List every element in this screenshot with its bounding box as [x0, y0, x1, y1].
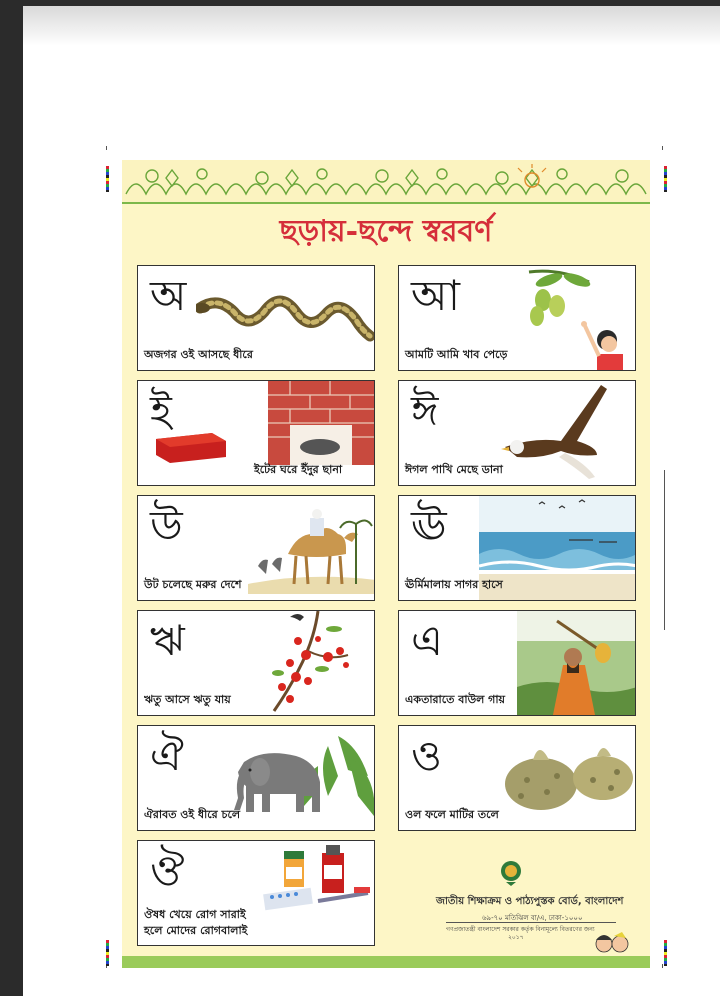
publisher-block	[412, 860, 632, 940]
caption-line-2: হলে মোদের রোগবালাই	[144, 924, 248, 937]
publisher-address: ৬৯-৭০ মতিঝিল বা/এ, ঢাকা-১০০০	[482, 914, 583, 922]
python-illustration	[196, 286, 374, 346]
vowel-letter: এ	[411, 616, 443, 665]
vowel-card-aa	[398, 265, 636, 371]
vowel-caption: ঋতু আসে ঋতু যায়	[144, 693, 231, 706]
yam-illustration	[497, 736, 636, 816]
vowel-card-oi	[137, 725, 375, 831]
children-faces-icon	[592, 930, 632, 954]
divider	[446, 922, 616, 923]
vowel-caption: ঊর্মিমালায় সাগর হাসে	[405, 578, 503, 591]
flowering-branch-illustration	[268, 611, 375, 715]
crop-mark	[662, 146, 666, 150]
vowel-letter: ঔ	[150, 846, 185, 895]
vowel-card-ii	[398, 380, 636, 486]
crop-mark	[106, 146, 110, 150]
vowel-letter: ঐ	[150, 731, 184, 780]
vowel-caption: একতারাতে বাউল গায়	[405, 693, 506, 706]
alphabet-poster	[122, 160, 650, 968]
vowel-letter: ই	[150, 386, 172, 435]
vowel-card-o	[137, 265, 375, 371]
baul-singer-illustration	[517, 611, 636, 715]
mango-girl-illustration	[519, 266, 636, 370]
vowel-letter: ঈ	[411, 386, 439, 435]
registration-mark	[664, 940, 667, 966]
bottom-border	[122, 956, 650, 968]
board-logo-icon	[500, 860, 522, 886]
vowel-letter: ঋ	[150, 616, 185, 665]
vowel-caption: ইটের ঘরে ইঁদুর ছানা	[254, 463, 343, 476]
vowel-letter: আ	[411, 271, 460, 320]
vowel-caption	[144, 907, 247, 939]
vowel-card-o2	[398, 725, 636, 831]
registration-mark	[106, 940, 109, 966]
poster-title: ছড়ায়-ছন্দে স্বরবর্ণ	[279, 214, 493, 249]
publisher-note: গণপ্রজাতন্ত্রী বাংলাদেশ সরকার কর্তৃক বিনামূল্যে বিতরণের জন্য	[446, 926, 595, 933]
vowel-letter: ও	[411, 731, 442, 780]
eagle-illustration	[495, 381, 636, 481]
vowel-card-e	[398, 610, 636, 716]
vowel-card-i	[137, 380, 375, 486]
floral-border-art	[122, 160, 650, 204]
viewer-top-shadow	[23, 6, 720, 46]
vowel-card-ou	[137, 840, 375, 946]
camel-illustration	[248, 504, 375, 594]
vowel-caption: অজগর ওই আসছে ধীরে	[144, 348, 253, 361]
vowel-card-uu	[398, 495, 636, 601]
vowel-caption: আমটি আমি খাব পেড়ে	[405, 348, 508, 361]
vowel-card-ri	[137, 610, 375, 716]
vowel-letter: উ	[150, 501, 183, 550]
vowel-caption: উট চলেছে মরুর দেশে	[144, 578, 242, 591]
caption-line-1: ঔষধ খেয়ে রোগ সারাই	[144, 908, 246, 921]
vowel-caption: ওল ফলে মাটির তলে	[405, 808, 499, 821]
registration-mark	[106, 166, 109, 192]
elephant-illustration	[218, 726, 375, 830]
brick-rat-illustration	[150, 381, 375, 465]
vowel-letter: অ	[150, 271, 187, 320]
publisher-year: ২০১৭	[508, 934, 524, 941]
medicine-illustration	[258, 845, 375, 919]
publisher-name: জাতীয় শিক্ষাক্রম ও পাঠ্যপুস্তক বোর্ড, বাংলাদেশ	[436, 896, 624, 907]
vowel-caption: ঐরাবত ওই ধীরে চলে	[144, 808, 241, 821]
vowel-letter: ঊ	[411, 501, 447, 550]
registration-mark	[664, 166, 667, 192]
vowel-caption: ঈগল পাখি মেছে ডানা	[405, 463, 503, 476]
viewer-left-bar	[0, 0, 23, 996]
decorative-border	[122, 160, 650, 204]
vowel-card-u	[137, 495, 375, 601]
guide-line	[664, 470, 665, 630]
